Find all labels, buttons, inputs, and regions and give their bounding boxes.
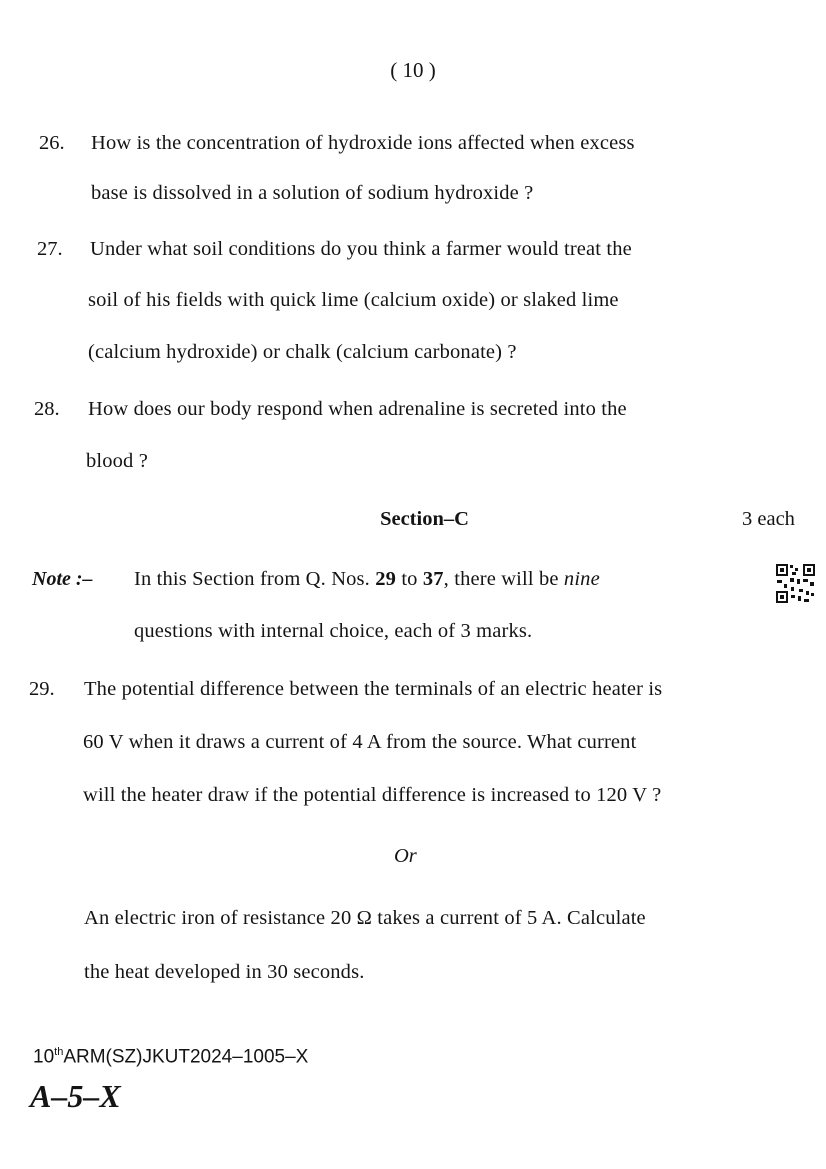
alternative-text-line: the heat developed in 30 seconds.	[84, 961, 365, 983]
question-text-line: The potential difference between the terminals of an electric heater is	[84, 678, 663, 700]
question-text-line: How is the concentration of hydroxide ions affected when excess	[91, 132, 635, 154]
note-from-question: 29	[375, 568, 397, 590]
question-text-line: blood ?	[86, 450, 148, 472]
question-number: 28.	[34, 398, 60, 420]
note-emphasis: nine	[563, 568, 600, 590]
qr-code	[775, 563, 816, 609]
note-text-middle: , there will be	[443, 568, 559, 590]
note-label: Note :–	[32, 568, 93, 590]
footer-code-prefix: 10	[33, 1046, 55, 1068]
note-line-1	[134, 568, 600, 591]
question-number: 26.	[39, 132, 65, 154]
section-marks: 3 each	[742, 508, 795, 530]
footer-series: A–5–X	[30, 1078, 121, 1114]
question-text-line: soil of his fields with quick lime (calcium oxide) or slaked lime	[88, 289, 619, 311]
question-number: 27.	[37, 238, 63, 260]
question-number: 29.	[29, 678, 55, 700]
note-line-2: questions with internal choice, each of 3 marks.	[134, 620, 533, 642]
footer-code-rest: ARM(SZ)JKUT2024–1005–X	[63, 1046, 309, 1068]
question-text-line: How does our body respond when adrenaline is secreted into the	[88, 398, 627, 420]
page-number: ( 10 )	[390, 58, 436, 82]
section-title: Section–C	[380, 508, 469, 530]
question-text-line: will the heater draw if the potential difference is increased to 120 V ?	[83, 784, 662, 806]
or-label: Or	[394, 845, 417, 867]
note-to-word: to	[401, 568, 418, 590]
question-text-line: base is dissolved in a solution of sodium hydroxide ?	[91, 182, 534, 204]
footer-code-sup: th	[54, 1046, 64, 1058]
footer-paper-code	[33, 1046, 308, 1068]
question-text-line: Under what soil conditions do you think a farmer would treat the	[90, 238, 632, 260]
note-to-question: 37	[422, 568, 444, 590]
question-text-line: (calcium hydroxide) or chalk (calcium carbonate) ?	[88, 341, 517, 363]
note-text-before: In this Section from Q. Nos.	[134, 568, 370, 590]
alternative-text-line: An electric iron of resistance 20 Ω takes a current of 5 A. Calculate	[84, 907, 646, 929]
question-text-line: 60 V when it draws a current of 4 A from the source. What current	[83, 731, 637, 753]
